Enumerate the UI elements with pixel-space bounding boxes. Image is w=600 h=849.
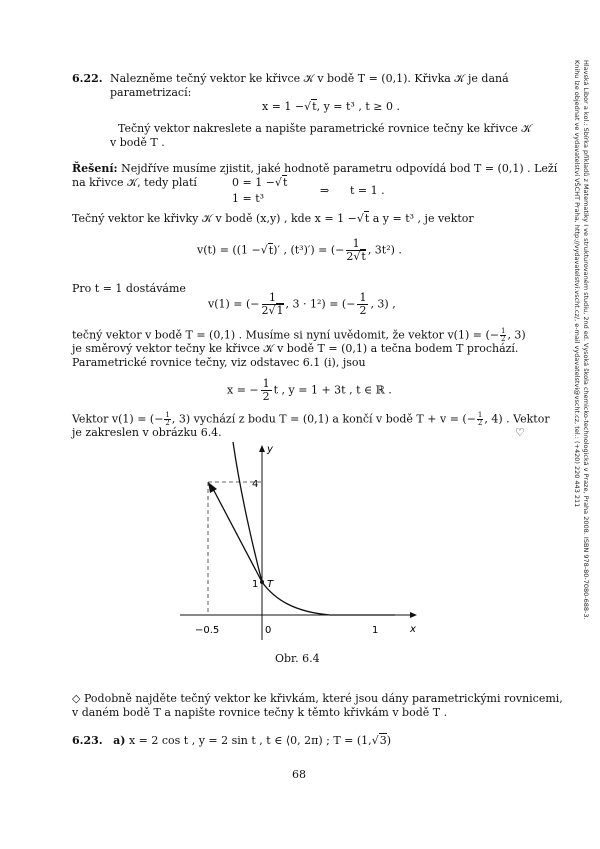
axis-y-label: y: [267, 444, 273, 455]
v1-frac2-num: 1: [359, 291, 367, 304]
vt-den-pre: 2: [346, 250, 354, 263]
item-a-text: x = 2 cos t , y = 2 sin t , t ∈ ⟨0, 2π) ; T = (1,: [128, 734, 372, 747]
side-note: Hlavská Libor a kol.: Sbírka příkladů z Matematiky I ve strukturovaném studiu, 2nd ed. Vysoká škola chemicko-technologická v Praze, Praha 2008. ISBN 978-80-7080-688-3. Knihu lze objednat ve vydavatelství VŠCHT Praha, http://vydavatelstvi.vscht.cz/, e-mail vydavatelstvi@vscht.cz, tel.: (+420) 220 443 211: [573, 60, 590, 620]
end-mark: ♡: [515, 426, 525, 439]
problem-line-2: parametrizací:: [110, 86, 192, 99]
vt-den-root: t: [361, 250, 366, 263]
solution-label: Řešení:: [72, 162, 118, 175]
system-eq-1: [232, 176, 287, 190]
system-eq-2: 1 = t³: [232, 192, 265, 205]
implies-arrow: ⇒: [320, 184, 330, 197]
p2a-mid: , 3) vychází z bodu T = (0,1) a končí v bodě T + v = (−: [171, 412, 476, 426]
vt-equation: [197, 238, 402, 263]
vt-left: v(t) = ((1 −: [197, 243, 261, 257]
problem-number: 6.22.: [72, 72, 103, 85]
x-axis-arrow: [410, 612, 417, 618]
item-a-end: ): [386, 734, 391, 747]
param-x: x = 1 −: [262, 100, 305, 113]
point-t: [260, 580, 264, 584]
diamond-icon: ◇: [72, 692, 81, 705]
p1a-half: [500, 328, 506, 343]
vt-fraction: [346, 238, 365, 263]
p2a-half: [164, 412, 170, 427]
tick-zero: 0: [265, 625, 272, 636]
exercise-text-1: Podobně najděte tečný vektor ke křivkám, které jsou dány parametrickými rovnicemi,: [83, 692, 563, 705]
exercise-line-2: v daném bodě T a napište rovnice tečny k těmto křivkám v bodě T .: [72, 706, 448, 719]
tan-right: t , y = 1 + 3t , t ∈ ℝ .: [273, 383, 392, 397]
p2a: Vektor v(1) = (−: [72, 412, 164, 426]
t-result: t = 1 .: [350, 184, 385, 197]
tangent-vector: [211, 485, 262, 582]
v1-equation: [208, 292, 396, 317]
solution-text-1: Nejdříve musíme zjistit, jaké hodnotě parametru odpovídá bod T = (0,1) . Leží: [121, 162, 558, 175]
tangent-vector-arrowhead: [208, 482, 217, 493]
vt-end: , 3t²) .: [367, 243, 402, 257]
v1-den-pre: 2: [261, 304, 269, 317]
paragraph-1-line-1: [72, 328, 526, 343]
param-rest: , y = t³ , t ≥ 0 .: [316, 100, 400, 113]
tan-frac-num: 1: [262, 377, 270, 390]
figure-caption: Obr. 6.4: [275, 652, 320, 665]
s3a: Tečný vektor ke křivky 𝒦 v bodě (x,y) , kde x = 1 −: [72, 212, 357, 225]
v1-frac2-den: 2: [359, 304, 367, 317]
sqrt-sign: √: [274, 176, 282, 189]
v1-frac-num: 1: [262, 292, 284, 305]
s3b: a y = t³ , je vektor: [372, 212, 474, 225]
paragraph-1-line-3: Parametrické rovnice tečny, viz odstavec 6.1 (i), jsou: [72, 356, 366, 369]
p2a-half-2: [477, 412, 483, 427]
sqrt-sign: √: [353, 250, 361, 263]
vt-mid: )′ , (t³)′) = (−: [273, 243, 345, 257]
s3-root: t: [364, 212, 370, 225]
exercise-6-23: [72, 734, 391, 748]
page-number: 68: [292, 768, 306, 781]
sys1: 0 = 1 −: [232, 176, 275, 189]
figure-6-4: [170, 440, 430, 650]
vt-frac-num: 1: [346, 238, 365, 251]
solution-line-1: [72, 162, 557, 176]
tan-left: x = −: [227, 383, 259, 397]
tan-frac-den: 2: [262, 390, 270, 403]
problem-line-1: Nalezněme tečný vektor ke křivce 𝒦 v bodě T = (0,1). Křivka 𝒦 je daná: [110, 72, 509, 85]
paragraph-2-line-2: je zakreslen v obrázku 6.4.: [72, 426, 222, 439]
v1-mid: , 3 · 1²) = (−: [285, 297, 356, 311]
v1-frac-den: [262, 305, 284, 317]
p2a-half-num: 1: [165, 411, 170, 419]
parametrization: [262, 100, 400, 114]
label-t: T: [267, 579, 274, 590]
vt-frac-den: [346, 251, 365, 263]
solution-line-3: [72, 212, 474, 226]
exercise-number: 6.23.: [72, 734, 103, 747]
v1-left: v(1) = (−: [208, 297, 260, 311]
y-axis-arrow: [259, 445, 265, 452]
v1-fraction-2: [357, 292, 368, 317]
label-four: 4: [252, 479, 259, 490]
problem-line-3: Tečný vektor nakreslete a napište parametrické rovnice tečny ke křivce 𝒦: [118, 122, 532, 135]
paragraph-1-line-2: je směrový vektor tečny ke křivce 𝒦 v bodě T = (0,1) a tečna bodem T prochází.: [72, 342, 519, 355]
p1a-half-num: 1: [500, 327, 506, 335]
exercise-line-1: [72, 692, 563, 706]
v1-end: , 3) ,: [370, 297, 396, 311]
p2a-end: , 4) . Vektor: [484, 412, 550, 426]
sqrt-sign: √: [304, 100, 312, 113]
item-a-label: a): [113, 734, 126, 747]
tan-fraction: [261, 378, 272, 403]
p1a: tečný vektor v bodě T = (0,1) . Musíme si nyní uvědomit, že vektor v(1) = (−: [72, 328, 499, 342]
problem-line-4: v bodě T .: [110, 136, 165, 149]
param-x-root: t: [312, 100, 317, 113]
tick-neg-half: −0.5: [195, 625, 220, 636]
pro-t: Pro t = 1 dostáváme: [72, 282, 186, 295]
p1a-half-den: 2: [500, 335, 506, 343]
v1-fraction: [262, 292, 284, 317]
vt-root: t: [268, 243, 274, 257]
item-a-root: 3: [379, 734, 387, 747]
sys1-root: t: [282, 176, 288, 189]
v1-den-root: 1: [276, 304, 284, 317]
p1a-end: , 3): [507, 328, 526, 342]
p2a-half2-num: 1: [477, 411, 483, 419]
tick-one: 1: [372, 625, 379, 636]
tangent-equation: [227, 378, 392, 403]
sqrt-sign: √: [371, 734, 379, 747]
sqrt-sign: √: [268, 304, 276, 317]
axis-x-label: x: [410, 624, 416, 635]
label-one: 1: [252, 579, 259, 590]
sqrt-sign: √: [260, 243, 268, 257]
solution-line-2: na křivce 𝒦, tedy platí: [72, 176, 197, 189]
p2a-half2-den: 2: [477, 419, 483, 427]
paragraph-2-line-1: [72, 412, 550, 427]
p2a-half-den: 2: [165, 419, 170, 427]
sqrt-sign: √: [356, 212, 364, 225]
